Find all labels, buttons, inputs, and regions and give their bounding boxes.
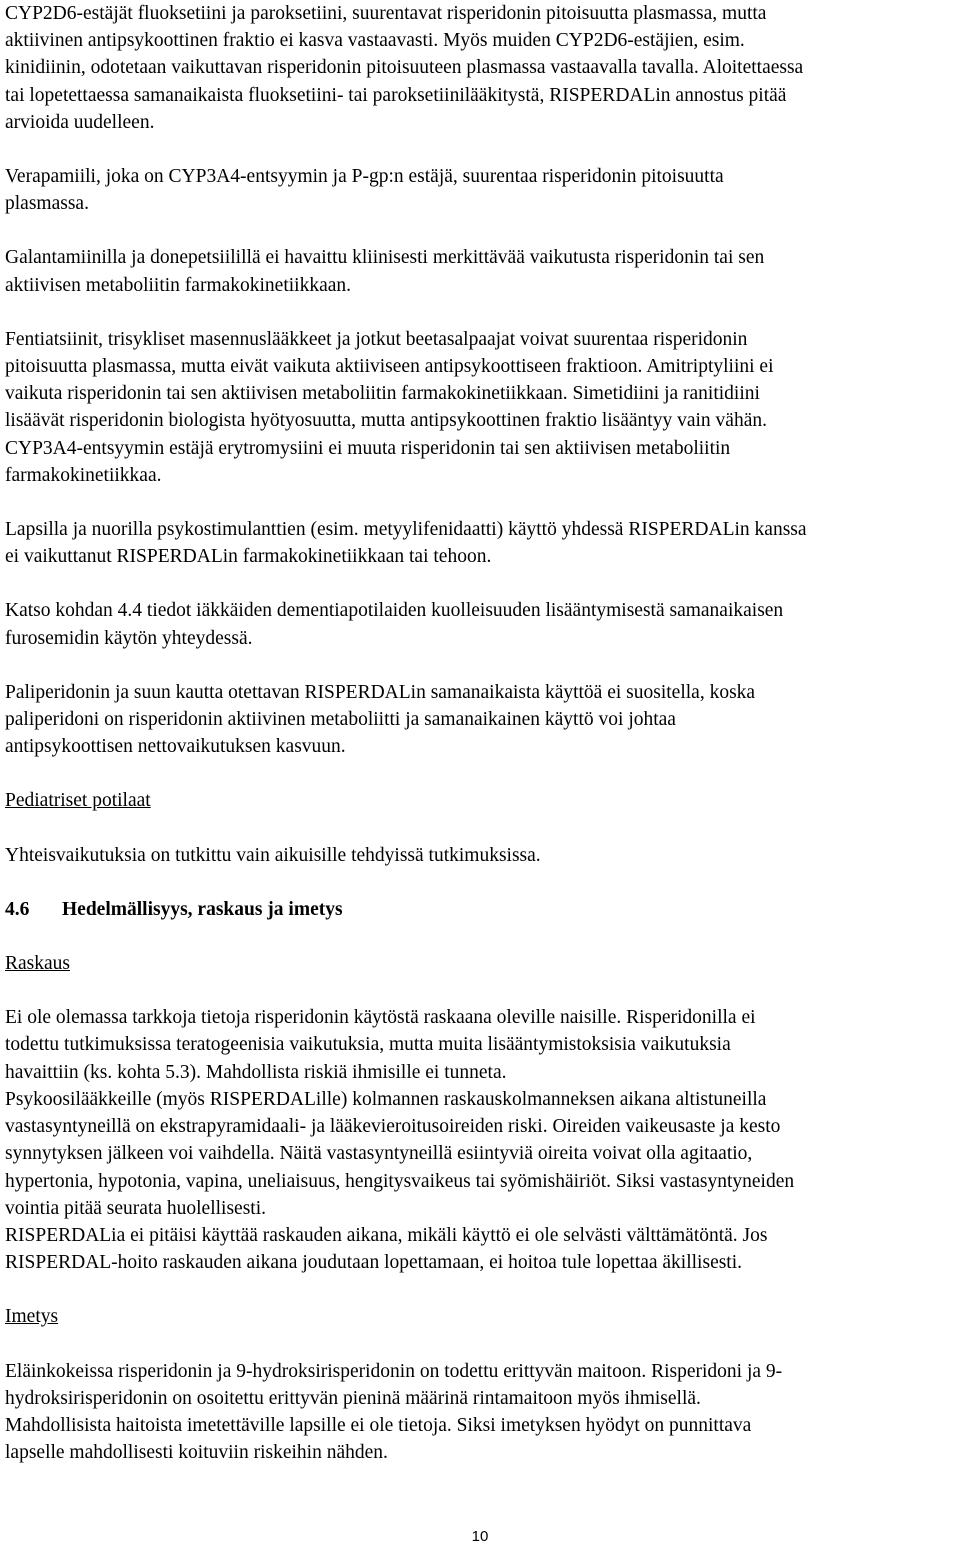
section-title: Hedelmällisyys, raskaus ja imetys — [62, 898, 343, 920]
text-line: RISPERDAL-hoito raskauden aikana joudutaan lopettamaan, ei hoitoa tule lopettaa äkillisesti. — [5, 1252, 743, 1274]
page-number: 10 — [471, 1528, 489, 1545]
text-line: vastasyntyneillä on ekstrapyramidaali- ja lääkevieroitusoireiden riski. Oireiden vaikeusaste ja kesto — [5, 1116, 781, 1138]
text-line: Fentiatsiinit, trisykliset masennuslääkkeet ja jotkut beetasalpaajat voivat suurentaa risperidonin — [5, 328, 748, 350]
paragraph-psychostimulants — [5, 516, 957, 570]
paragraph-furosemide — [5, 597, 957, 651]
text-line: Galantamiinilla ja donepetsiilillä ei havaittu kliinisesti merkittävää vaikutusta risperidonin tai sen — [5, 247, 765, 269]
text-line: CYP3A4-entsyymin estäjä erytromysiini ei muuta risperidonin tai sen aktiivisen metaboliitin — [5, 437, 731, 459]
text-line: Psykoosilääkkeille (myös RISPERDALille) kolmannen raskauskolmanneksen aikana altistuneilla — [5, 1088, 767, 1110]
text-line: vaikuta risperidonin tai sen aktiivisen metaboliitin farmakokinetiikkaan. Simetidiini ja ranitidiini — [5, 383, 760, 405]
text-line: lisäävät risperidonin biologista hyötyosuutta, mutta antipsykoottinen fraktio lisääntyy vain vähän. — [5, 410, 767, 432]
text-line: aktiivisen metaboliitin farmakokinetiikkaan. — [5, 274, 352, 296]
text-line: plasmassa. — [5, 193, 89, 215]
text-line: Eläinkokeissa risperidonin ja 9-hydroksirisperidonin on todettu erittyvän maitoon. Risperidoni ja 9- — [5, 1360, 783, 1382]
text-line: Lapsilla ja nuorilla psykostimulanttien (esim. metyylifenidaatti) käyttö yhdessä RISPERDALin kanssa — [5, 519, 807, 541]
paragraph-verapamil — [5, 163, 957, 217]
text-line: havaittiin (ks. kohta 5.3). Mahdollista riskiä ihmisille ei tunneta. — [5, 1061, 507, 1083]
text-line: Mahdollisista haitoista imetettäville lapsille ei ole tietoja. Siksi imetyksen hyödyt on punnittava — [5, 1414, 752, 1436]
text-line: paliperidoni on risperidonin aktiivinen metaboliitti ja samanaikainen käyttö voi johtaa — [5, 709, 676, 731]
text-line: lapselle mahdollisesti koituviin riskeihin nähden. — [5, 1442, 388, 1464]
pregnancy-heading: Raskaus — [5, 953, 70, 975]
text-line: ei vaikuttanut RISPERDALin farmakokinetiikkaan tai tehoon. — [5, 546, 492, 568]
pediatric-heading: Pediatriset potilaat — [5, 790, 151, 812]
paragraph-paliperidone — [5, 679, 957, 761]
section-heading — [5, 896, 957, 923]
paragraph-phenothiazines — [5, 326, 957, 489]
text-line: hydroksirisperidonin on osoitettu erittyvän pieninä määrinä rintamaitoon myös ihmisellä. — [5, 1387, 701, 1409]
text-line: vointia pitää seurata huolellisesti. — [5, 1197, 267, 1219]
text-line: Ei ole olemassa tarkkoja tietoja risperidonin käytöstä raskaana oleville naisille. Risperidonilla ei — [5, 1007, 756, 1029]
lactation-heading: Imetys — [5, 1306, 59, 1328]
text-line: arvioida uudelleen. — [5, 111, 155, 133]
section-number: 4.6 — [5, 898, 30, 920]
text-line: aktiivinen antipsykoottinen fraktio ei kasva vastaavasti. Myös muiden CYP2D6-estäjien, esim. — [5, 30, 745, 52]
paragraph-pregnancy — [5, 1004, 957, 1276]
paragraph-lactation — [5, 1358, 957, 1467]
text-line: Katso kohdan 4.4 tiedot iäkkäiden dementiapotilaiden kuolleisuuden lisääntymisestä samanaikaisen — [5, 600, 784, 622]
paragraph-galantamine — [5, 244, 957, 298]
text-line: tai lopetettaessa samanaikaista fluoksetiini- tai paroksetiinilääkitystä, RISPERDALin annostus pitää — [5, 84, 787, 106]
text-line: Paliperidonin ja suun kautta otettavan RISPERDALin samanaikaista käyttöä ei suositella, koska — [5, 681, 756, 703]
text-line: CYP2D6-estäjät fluoksetiini ja paroksetiini, suurentavat risperidonin pitoisuutta plasmassa, mutta — [5, 3, 767, 24]
pediatric-text: Yhteisvaikutuksia on tutkittu vain aikuisille tehdyissä tutkimuksissa. — [5, 844, 541, 866]
text-line: hypertonia, hypotonia, vapina, uneliaisuus, hengitysvaikeus tai syömishäiriöt. Siksi vastasyntyneiden — [5, 1170, 795, 1192]
text-line: todettu tutkimuksissa teratogeenisia vaikutuksia, mutta muita lisääntymistoksisia vaikutuksia — [5, 1034, 731, 1056]
text-line: antipsykoottisen nettovaikutuksen kasvuun. — [5, 736, 346, 758]
document-page — [5, 0, 957, 1466]
text-line: kinidiinin, odotetaan vaikuttavan risperidonin pitoisuuteen plasmassa vastaavalla tavalla. Aloitettaessa — [5, 57, 804, 79]
text-line: RISPERDALia ei pitäisi käyttää raskauden aikana, mikäli käyttö ei ole selvästi välttämätöntä. Jos — [5, 1224, 768, 1246]
text-line: farmakokinetiikkaa. — [5, 464, 162, 486]
text-line: furosemidin käytön yhteydessä. — [5, 627, 253, 649]
text-line: synnytyksen jälkeen voi vaihdella. Näitä vastasyntyneillä esiintyviä oireita voivat olla agitaatio, — [5, 1143, 753, 1165]
text-line: Verapamiili, joka on CYP3A4-entsyymin ja P-gp:n estäjä, suurentaa risperidonin pitoisuutta — [5, 166, 724, 188]
text-line: pitoisuutta plasmassa, mutta eivät vaikuta aktiiviseen antipsykoottiseen fraktioon. Amitriptyliini ei — [5, 356, 774, 378]
paragraph-cyp2d6 — [5, 0, 957, 136]
